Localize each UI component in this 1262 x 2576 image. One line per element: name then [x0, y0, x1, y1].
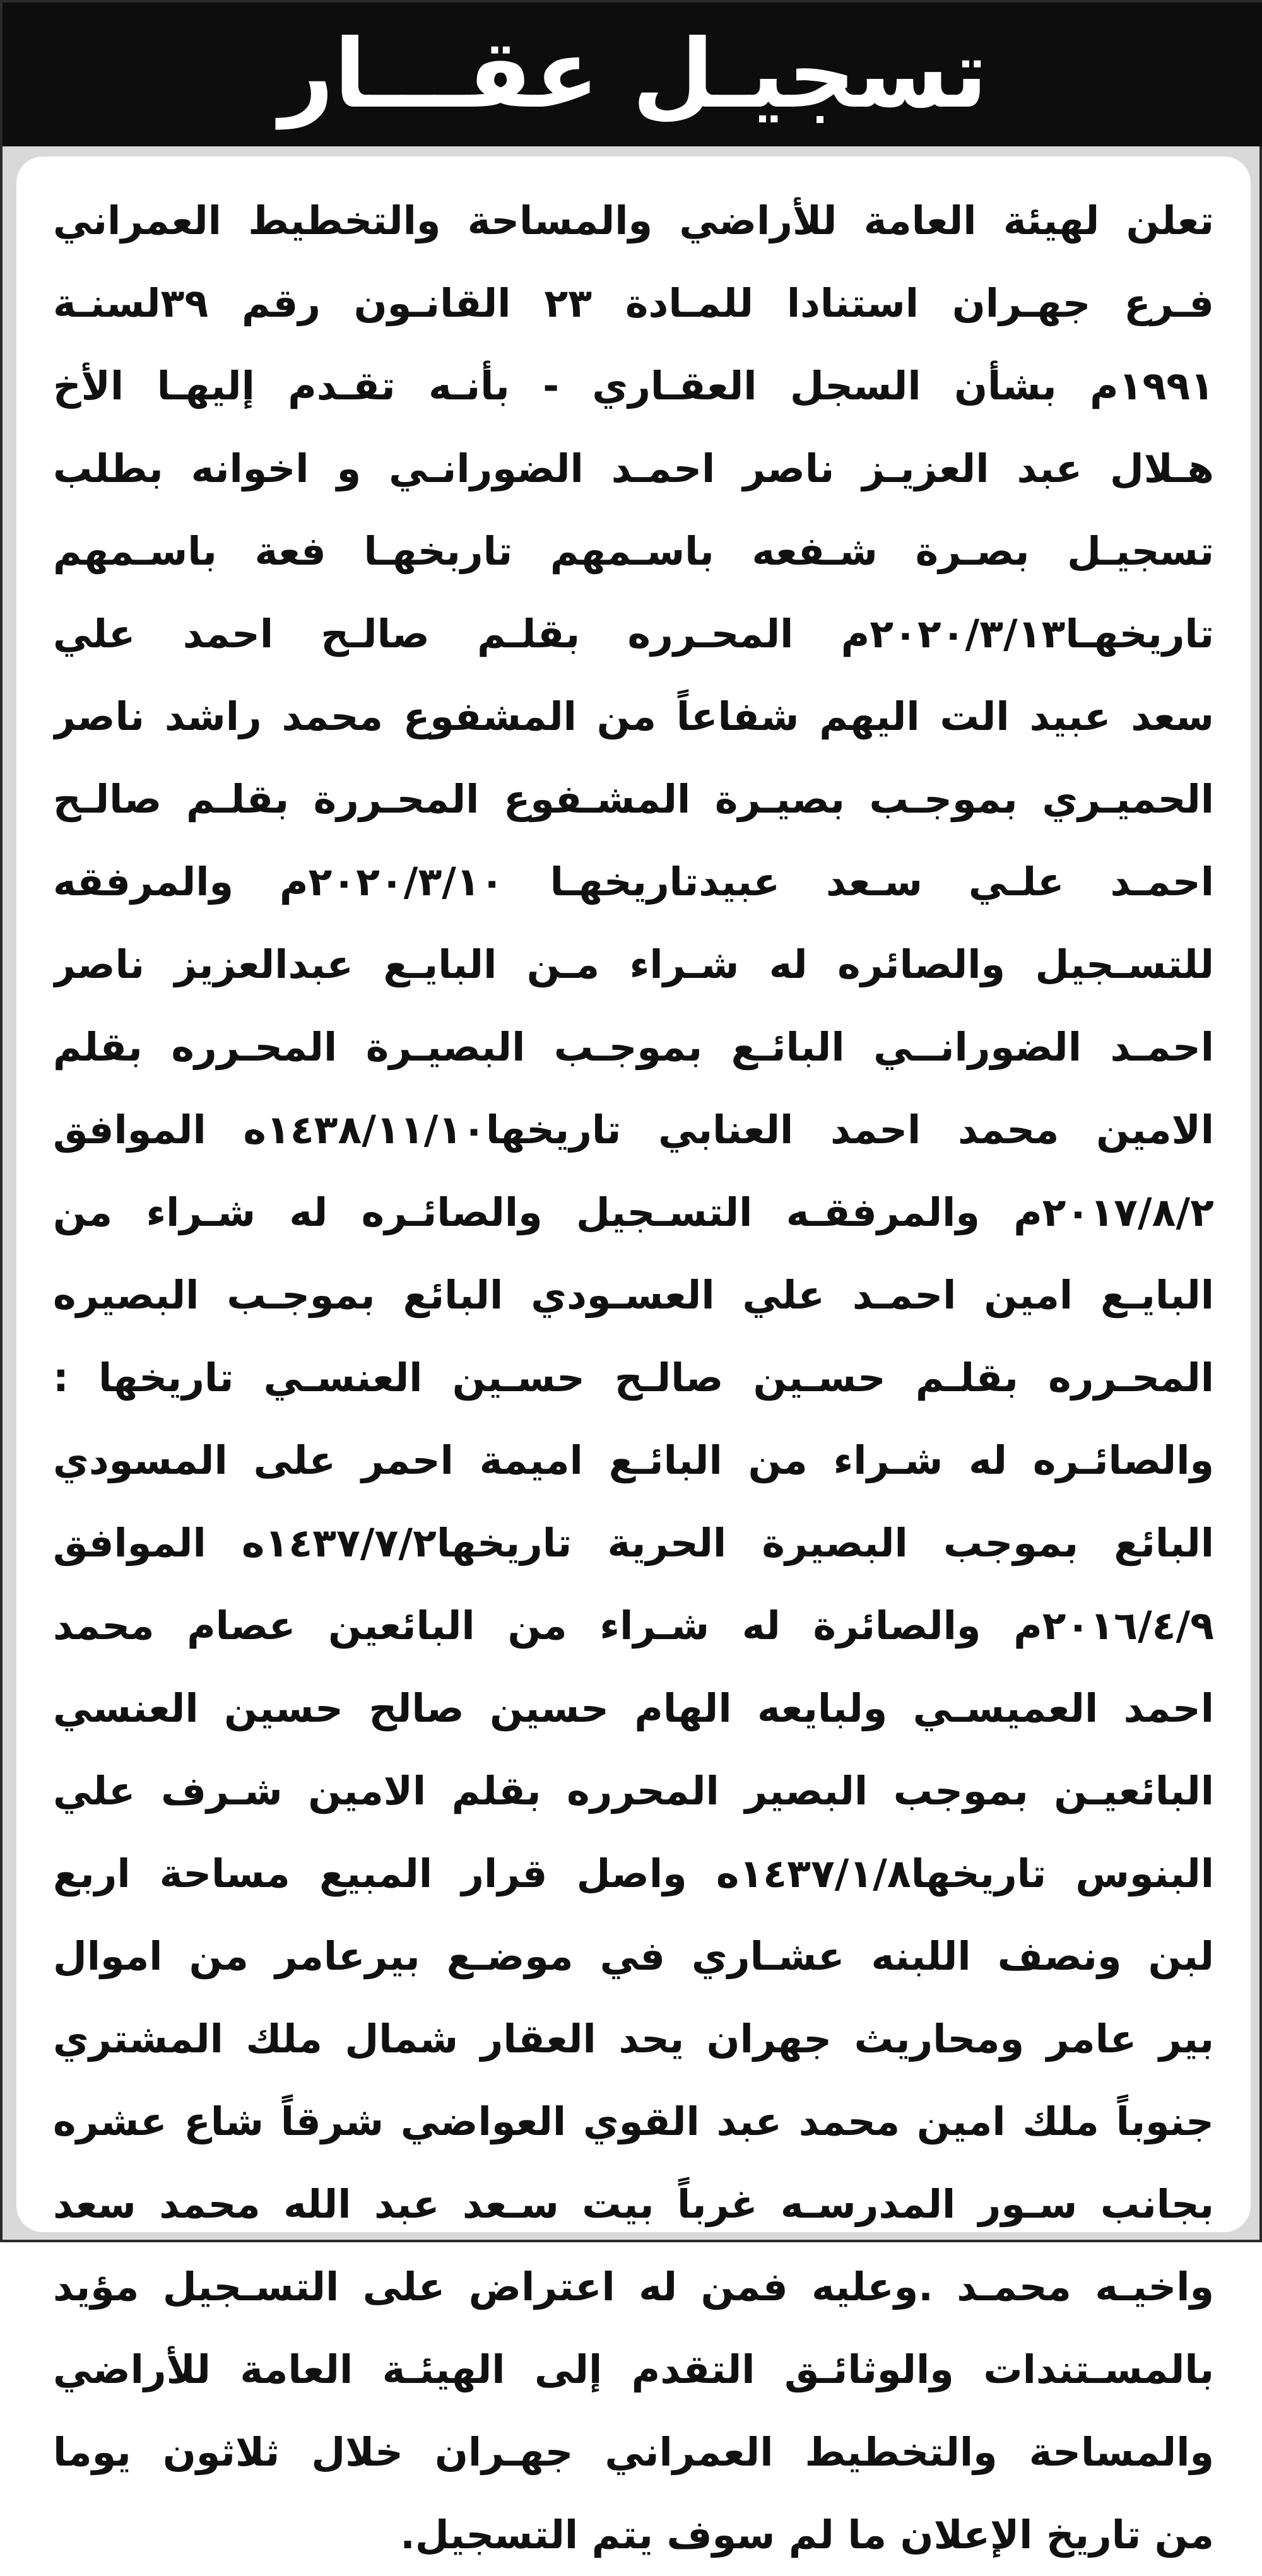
- announcement-text: [53, 179, 1214, 2576]
- text-line: احمـد علـي سـعد عبيدتاريخهـا ٢٠٢٠/٣/١٠م والمرفقه: [53, 859, 1214, 905]
- text-line: ٢٠١٦/٤/٩م والصائرة له شـراء من البائعين عصام محمد: [53, 1603, 1214, 1649]
- text-line: فـرع جهـران استنادا للمـادة ٢٣ القانـون رقم ٣٩لسنـة: [53, 280, 1214, 326]
- text-line: الامين محمد احمد العنابي تاريخها١٤٣٨/١١/١٠ه الموافق: [53, 1107, 1214, 1153]
- text-line: جنوباً ملك امين محمد عبد القوي العواضي شرقاً شاع عشره: [53, 2098, 1214, 2144]
- title-bar: [3, 3, 1262, 146]
- text-line: والمساحة والتخطيط العمراني جهـران خلال ثلاثون يوما: [53, 2429, 1214, 2475]
- text-line: ١٩٩١م بشأن السجل العقـاري - بأنـه تقـدم إليهـا الأخ: [53, 363, 1214, 409]
- text-line: بير عامر ومحاريث جهران يحد العقار شمال ملك المشتري: [53, 2016, 1214, 2062]
- text-line: البنوس تاريخها١٤٣٧/١/٨ه واصل قرار المبيع مساحة اربع: [53, 1850, 1214, 1897]
- text-line: بالمسـتندات والوثائـق التقدم إلى الهيئـة العامة للأراضي: [53, 2346, 1214, 2392]
- text-line: بجانب سـور المدرسـه غرباً بيت سـعد عبد الله محمد سعد: [53, 2181, 1214, 2227]
- announcement-title: تسجيـل عقـــار: [279, 20, 988, 129]
- text-line: للتسـجيل والصائره له شـراء مـن البايـع عبدالعزيز ناصر: [53, 941, 1214, 987]
- text-line: سعد عبيد الت اليهم شفاعاً من المشفوع محمد راشد ناصر: [53, 693, 1214, 739]
- text-line: ٢٠١٧/٨/٢م والمرفقـه التسـجيل والصائـره له شـراء من: [53, 1189, 1214, 1235]
- text-line: احمد العميسـي ولبايعه الهام حسين صالح حسين العنسي: [53, 1685, 1214, 1731]
- text-line: البائعيـن بموجب البصير المحرره بقلم الامين شـرف علي: [53, 1768, 1214, 1814]
- text-line: تسجيـل بصـرة شـفعه باسـمهم تاربخهـا فعة باسـمهم: [53, 528, 1214, 574]
- text-line: البايـع امين احمـد علي العسـودي البائع بموجـب البصيره: [53, 1272, 1214, 1318]
- text-line: لبن ونصف اللبنه عشـاري في موضـع بيرعامر من اموال: [53, 1933, 1214, 1979]
- text-line-last: من تاريخ الإعلان ما لم سوف يتم التسجيل.: [400, 2512, 1214, 2558]
- text-line: هـلال عبد العزيـز ناصر احمـد الضورانـي و اخوانه بطلب: [53, 445, 1214, 491]
- text-line: احمـد الضورانــي البائـع بموجـب البصيـرة المحـرره بقلم: [53, 1024, 1214, 1070]
- text-line: المحـرره بقلـم حسـين صالـح حسـين العنسـي تاريخها :: [53, 1355, 1214, 1401]
- text-line: واخيـه محمـد .وعليه فمن له اعتراض على التسـجيل مؤيد: [53, 2264, 1214, 2310]
- text-line: تاريخهـا٢٠٢٠/٣/١٣م المحـرره بقلـم صالـح احمد علي: [53, 611, 1214, 657]
- text-line: الحميـري بموجـب بصيـرة المشـفوع المحـررة بقلـم صالـح: [53, 776, 1214, 822]
- text-line: والصائـره له شـراء من البائـع اميمة احمر على المسودي: [53, 1437, 1214, 1483]
- text-line: تعلن لهيئة العامة للأراضي والمساحة والتخطيط العمراني: [53, 197, 1214, 244]
- text-line: البائع بموجب البصيرة الحرية تاريخها١٤٣٧/٧/٢ه الموافق: [53, 1520, 1214, 1566]
- announcement-body: [16, 156, 1251, 2558]
